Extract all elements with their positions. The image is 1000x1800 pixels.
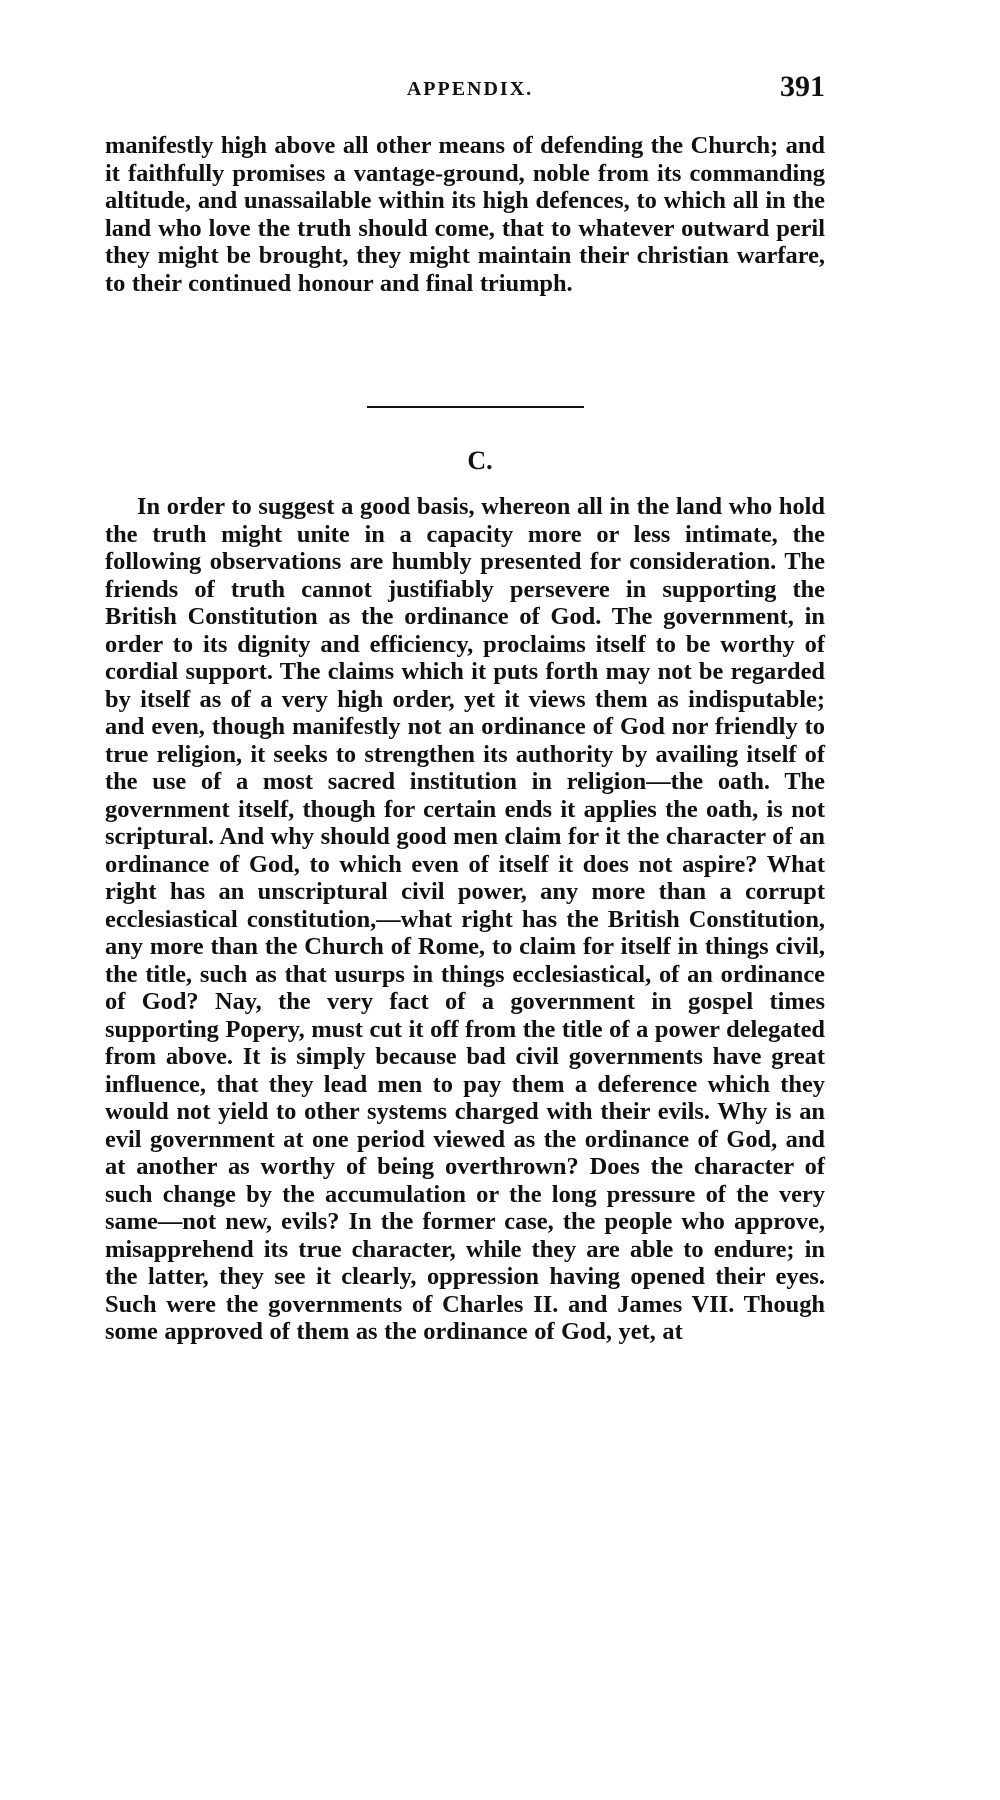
section-c-body <box>105 493 825 1346</box>
section-heading-c: C. <box>467 446 493 475</box>
continued-paragraph-text: manifestly high above all other means of defending the Church; and it faithfully promises a vantage-ground, noble from its commanding altitude, and unassailable within its high defences, to which all in the land who love the truth should come, that to whatever outward peril they might be brought, they might maintain their christian warfare, to their continued honour and final triumph. <box>105 132 825 297</box>
section-c-paragraph-text: In order to suggest a good basis, whereon all in the land who hold the truth might unite in a capacity more or less intimate, the following observations are humbly presented for consideration. The friends of truth cannot justifiably persevere in supporting the British Constitution as the ordinance of God. The government, in order to its dignity and efficiency, proclaims itself to be worthy of cordial support. The claims which it puts forth may not be regarded by itself as of a very high order, yet it views them as indisputable; and even, though manifestly not an ordinance of God nor friendly to true religion, it seeks to strengthen its authority by availing itself of the use of a most sacred institution in religion—the oath. The government itself, though for certain ends it applies the oath, is not scriptural. And why should good men claim for it the character of an ordinance of God, to which even of itself it does not aspire? What right has an unscriptural civil power, any more than a corrupt ecclesiastical constitution,—what right has the British Constitution, any more than the Church of Rome, to claim for itself in things civil, the title, such as that usurps in things ecclesiastical, of an ordinance of God? Nay, the very fact of a government in gospel times supporting Popery, must cut it off from the title of a power delegated from above. It is simply because bad civil governments have great influence, that they lead men to pay them a deference which they would not yield to other systems charged with their evils. Why is an evil government at one period viewed as the ordinance of God, and at another as worthy of being overthrown? Does the character of such change by the accumulation or the long pressure of the very same—not new, evils? In the former case, the people who approve, misapprehend its true character, while they are able to endure; in the latter, they see it clearly, oppression having opened their eyes. Such were the governments of Charles II. and James VII. Though some approved of them as the ordinance of God, yet, at <box>105 493 825 1345</box>
continued-paragraph <box>105 132 825 297</box>
section-divider-rule <box>367 406 584 408</box>
page-number: 391 <box>780 70 825 103</box>
running-header-title: APPENDIX. <box>406 78 534 100</box>
